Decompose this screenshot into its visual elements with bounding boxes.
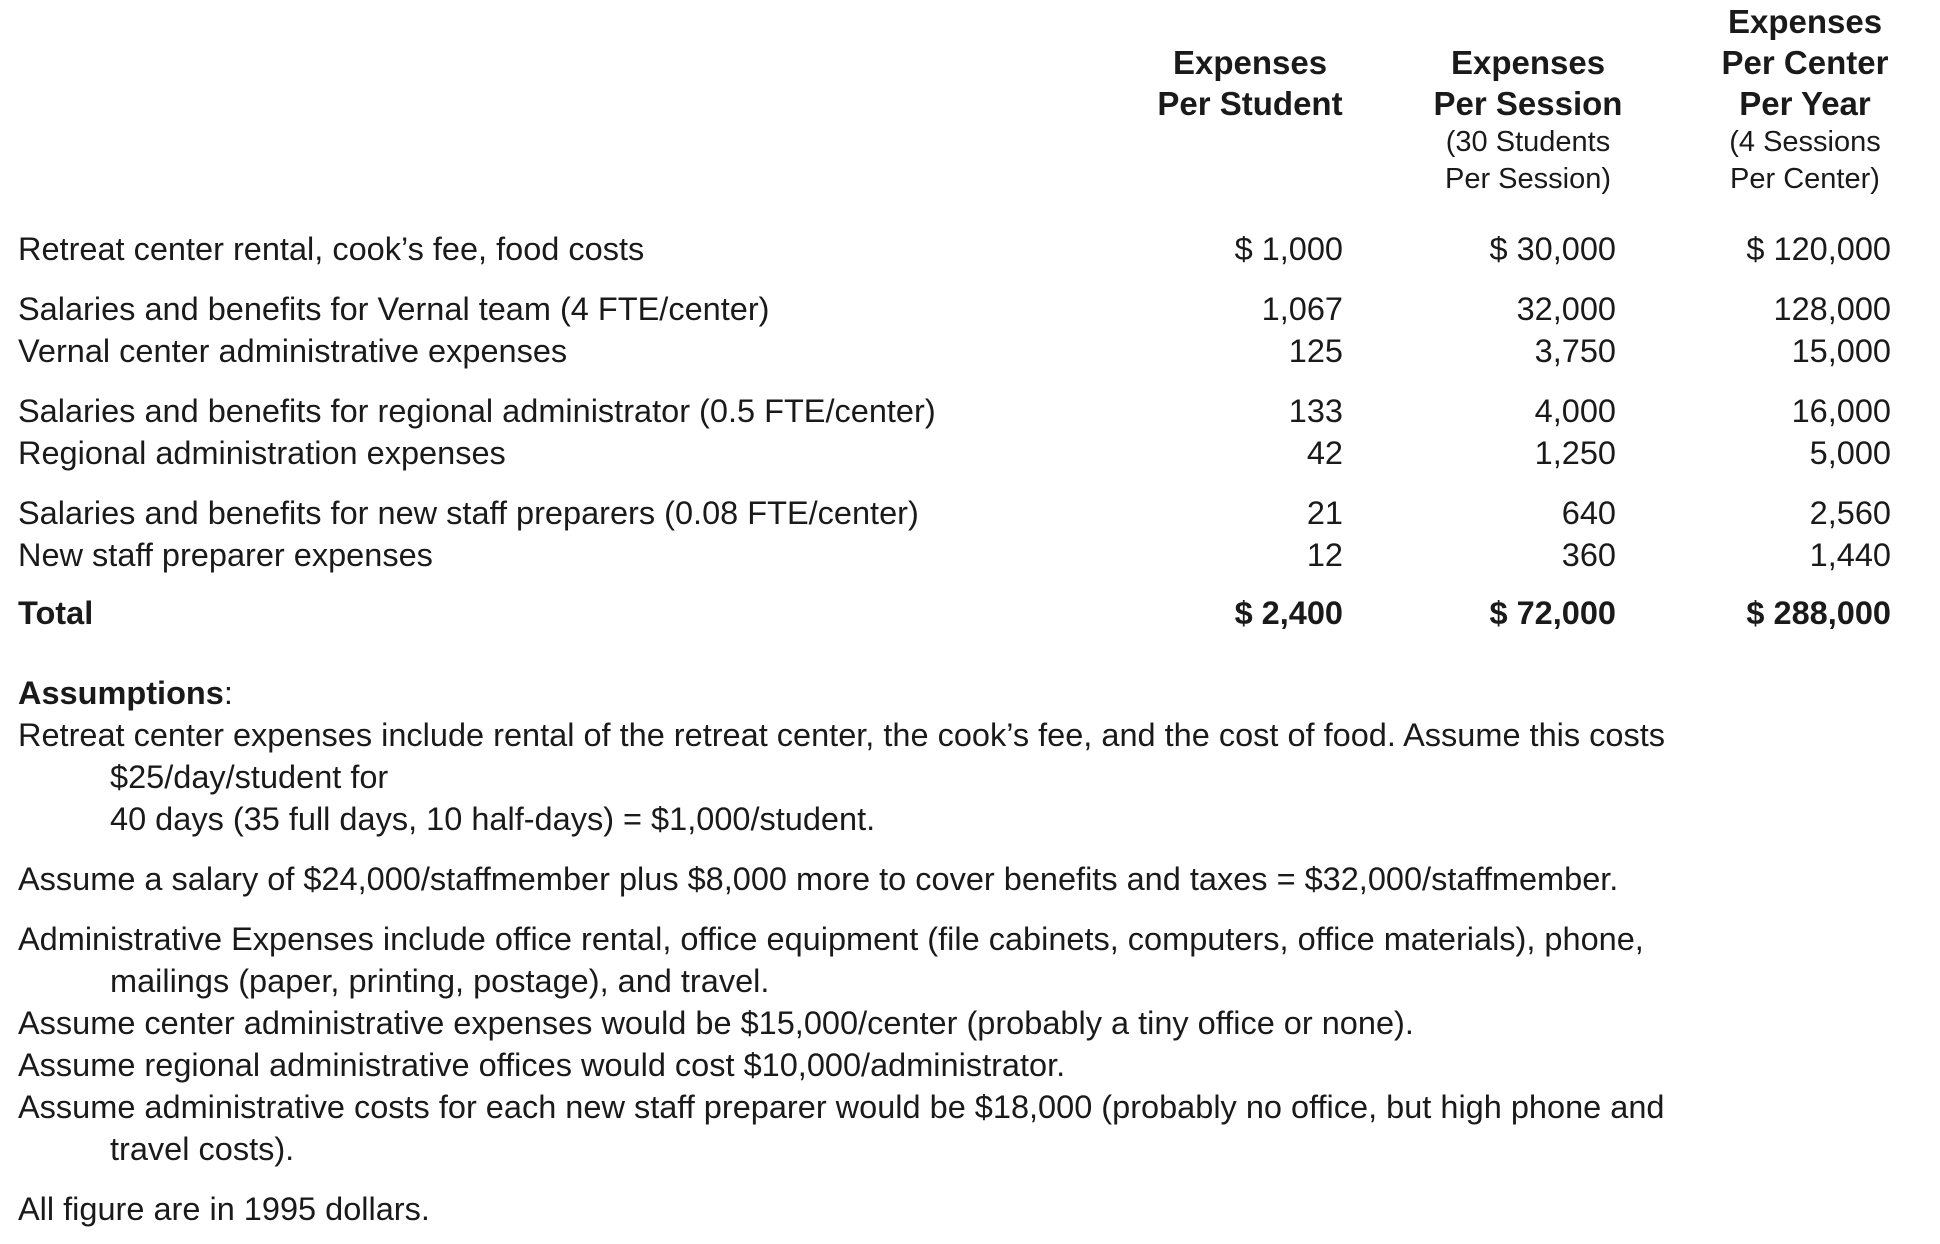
per-center-year-value: 16,000 bbox=[1791, 393, 1891, 429]
header-per-center-year-line1: Expenses bbox=[1727, 3, 1883, 40]
per-session-value: 640 bbox=[1561, 495, 1616, 531]
per-student-value: 125 bbox=[1288, 333, 1343, 369]
header-per-center-year-line3: Per Year bbox=[1739, 85, 1871, 122]
admin-assumption-line2: mailings (paper, printing, postage), and travel. bbox=[110, 963, 770, 999]
per-session-value: 1,250 bbox=[1534, 435, 1616, 471]
table-row bbox=[0, 390, 1940, 432]
total-row bbox=[0, 592, 1940, 634]
per-session-value: 32,000 bbox=[1516, 291, 1616, 327]
table-row bbox=[0, 432, 1940, 474]
header-per-center-year bbox=[1680, 1, 1930, 198]
row-label: Salaries and benefits for new staff preparers (0.08 FTE/center) bbox=[18, 495, 919, 531]
header-per-session-sub1: (30 Students bbox=[1445, 126, 1611, 158]
per-center-year-value: 128,000 bbox=[1773, 291, 1891, 327]
assumptions-section bbox=[18, 672, 1918, 1230]
retreat-assumption-line3: 40 days (35 full days, 10 half-days) = $1,000/student. bbox=[110, 801, 876, 837]
per-student-value: 133 bbox=[1288, 393, 1343, 429]
row-label: Salaries and benefits for Vernal team (4 FTE/center) bbox=[18, 291, 770, 327]
per-student-value: 1,067 bbox=[1261, 291, 1343, 327]
per-student-value: $ 1,000 bbox=[1234, 231, 1343, 267]
retreat-assumption-line2: $25/day/student for bbox=[110, 759, 389, 795]
row-label: Retreat center rental, cook’s fee, food costs bbox=[18, 231, 645, 267]
per-session-value: 3,750 bbox=[1534, 333, 1616, 369]
header-per-student-line2: Per Student bbox=[1157, 85, 1343, 122]
row-label: New staff preparer expenses bbox=[18, 537, 433, 573]
header-per-center-year-sub1: (4 Sessions bbox=[1729, 126, 1881, 158]
header-per-student-line1: Expenses bbox=[1172, 44, 1328, 81]
total-per-student: $ 2,400 bbox=[1234, 595, 1343, 631]
per-center-year-value: 2,560 bbox=[1809, 495, 1891, 531]
row-label: Regional administration expenses bbox=[18, 435, 506, 471]
center-admin-assumption: Assume center administrative expenses would be $15,000/center (probably a tiny office or none). bbox=[18, 1005, 1414, 1041]
per-center-year-value: 5,000 bbox=[1809, 435, 1891, 471]
table-row bbox=[0, 330, 1940, 372]
header-per-session-line1: Expenses bbox=[1450, 44, 1606, 81]
row-label: Vernal center administrative expenses bbox=[18, 333, 568, 369]
total-per-center-year: $ 288,000 bbox=[1746, 595, 1891, 631]
regional-admin-assumption: Assume regional administrative offices would cost $10,000/administrator. bbox=[18, 1047, 1066, 1083]
header-per-session-sub2: Per Session) bbox=[1444, 163, 1611, 195]
header-per-student bbox=[1130, 42, 1370, 124]
per-session-value: $ 30,000 bbox=[1489, 231, 1616, 267]
table-row bbox=[0, 492, 1940, 534]
retreat-assumption-line1: Retreat center expenses include rental of the retreat center, the cook’s fee, and the cost of food. Assume this costs bbox=[18, 717, 1666, 753]
row-label: Salaries and benefits for regional administrator (0.5 FTE/center) bbox=[18, 393, 936, 429]
header-per-center-year-line2: Per Center bbox=[1721, 44, 1889, 81]
assumptions-heading-line bbox=[18, 672, 1918, 714]
per-center-year-value: 1,440 bbox=[1809, 537, 1891, 573]
header-per-center-year-sub2: Per Center) bbox=[1730, 163, 1880, 195]
per-student-value: 12 bbox=[1306, 537, 1343, 573]
per-session-value: 360 bbox=[1561, 537, 1616, 573]
table-row bbox=[0, 228, 1940, 270]
preparer-assumption-line2: travel costs). bbox=[110, 1131, 295, 1167]
assumptions-heading-colon: : bbox=[223, 675, 233, 711]
table-row bbox=[0, 534, 1940, 576]
dollars-note: All figure are in 1995 dollars. bbox=[18, 1191, 430, 1227]
per-student-value: 21 bbox=[1306, 495, 1343, 531]
per-center-year-value: $ 120,000 bbox=[1746, 231, 1891, 267]
header-per-session-line2: Per Session bbox=[1433, 85, 1623, 122]
per-student-value: 42 bbox=[1306, 435, 1343, 471]
total-per-session: $ 72,000 bbox=[1489, 595, 1616, 631]
assumptions-heading: Assumptions bbox=[18, 675, 224, 711]
per-session-value: 4,000 bbox=[1534, 393, 1616, 429]
header-per-session bbox=[1398, 42, 1658, 198]
per-center-year-value: 15,000 bbox=[1791, 333, 1891, 369]
preparer-assumption-line1: Assume administrative costs for each new staff preparer would be $18,000 (probably no office, but high phone and bbox=[18, 1089, 1665, 1125]
admin-assumption-line1: Administrative Expenses include office rental, office equipment (file cabinets, computers, office materials), phone, bbox=[18, 921, 1644, 957]
salary-assumption: Assume a salary of $24,000/staffmember plus $8,000 more to cover benefits and taxes = $32,000/staffmember. bbox=[18, 861, 1619, 897]
total-label: Total bbox=[18, 595, 94, 631]
table-row bbox=[0, 288, 1940, 330]
